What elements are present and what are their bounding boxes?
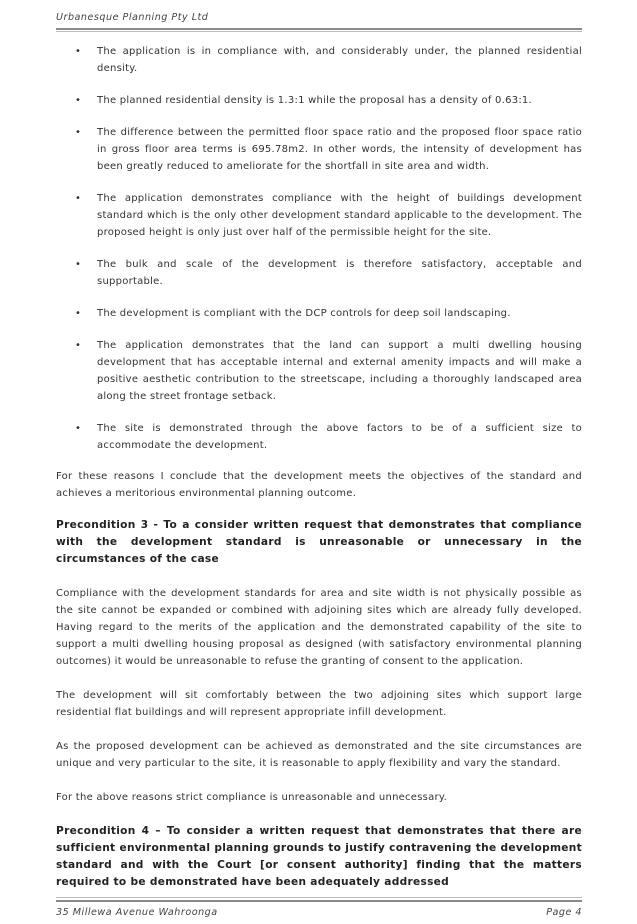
bullet-icon: • [75, 308, 82, 319]
list-item: • The development is compliant with the DCP controls for deep soil landscaping. [56, 305, 582, 322]
page-number: Page 4 [546, 907, 582, 918]
footer-rule [56, 900, 582, 902]
page-footer [56, 906, 582, 920]
bullet-icon: • [75, 127, 82, 138]
list-item: • The application demonstrates compliance with the height of buildings development standard which is the only other development standard applicable to the development. The proposed height is only just over half of the permissible height for the site. [56, 190, 582, 241]
precondition-3-paragraph: The development will sit comfortably between the two adjoining sites which support large residential flat buildings and will represent appropriate infill development. [56, 690, 582, 718]
list-item: • The bulk and scale of the development is therefore satisfactory, acceptable and supportable. [56, 256, 582, 290]
bullet-icon: • [75, 95, 82, 106]
bullet-icon: • [75, 46, 82, 57]
list-item: • The difference between the permitted floor space ratio and the proposed floor space ratio in gross floor area terms is 695.78m2. In other words, the intensity of development has been greatly reduced to ameliorate for the shortfall in site area and width. [56, 124, 582, 175]
bullet-icon: • [75, 259, 82, 270]
company-name: Urbanesque Planning Pty Ltd [56, 12, 209, 23]
conclusion-paragraph: For these reasons I conclude that the development meets the objectives of the standard and achieves a meritorious environmental planning outcome. [56, 471, 582, 499]
bullet-icon: • [75, 340, 82, 351]
bullet-icon: • [75, 423, 82, 434]
list-item: • The application is in compliance with, and considerably under, the planned residential density. [56, 43, 582, 77]
list-item: • The planned residential density is 1.3:1 while the proposal has a density of 0.63:1. [56, 92, 582, 109]
precondition-3-paragraph: Compliance with the development standards for area and site width is not physically possible as the site cannot be expanded or combined with adjoining sites which are already fully developed. Having regard to the merits of the application and the demonstrated capability of the site to support a multi dwelling housing proposal as designed (with satisfactory environmental planning outcomes) it would be unreasonable to refuse the granting of consent to the application. [56, 588, 582, 667]
precondition-3-heading: Precondition 3 - To a consider written request that demonstrates that compliance with the development standard is unreasonable or unnecessary in the circumstances of the case [56, 519, 582, 565]
page-header [56, 11, 582, 25]
header-rule [56, 28, 582, 30]
list-item: • The site is demonstrated through the above factors to be of a sufficient size to accommodate the development. [56, 420, 582, 454]
footer-address: 35 Millewa Avenue Wahroonga [56, 907, 218, 918]
bullet-list [56, 43, 582, 454]
precondition-3-paragraph: As the proposed development can be achieved as demonstrated and the site circumstances are unique and very particular to the site, it is reasonable to apply flexibility and vary the standard. [56, 741, 582, 769]
precondition-3-paragraph: For the above reasons strict compliance is unreasonable and unnecessary. [56, 792, 448, 803]
list-item: • The application demonstrates that the land can support a multi dwelling housing development that has acceptable internal and external amenity impacts and will make a positive aesthetic contribution to the streetscape, including a thoroughly landscaped area along the street frontage setback. [56, 337, 582, 405]
document-body [56, 43, 582, 908]
precondition-4-heading: Precondition 4 – To consider a written request that demonstrates that there are sufficient environmental planning grounds to justify contravening the development standard and with the Court [or consent authority] finding that the matters required to be demonstrated have been adequately addressed [56, 825, 582, 888]
bullet-icon: • [75, 193, 82, 204]
